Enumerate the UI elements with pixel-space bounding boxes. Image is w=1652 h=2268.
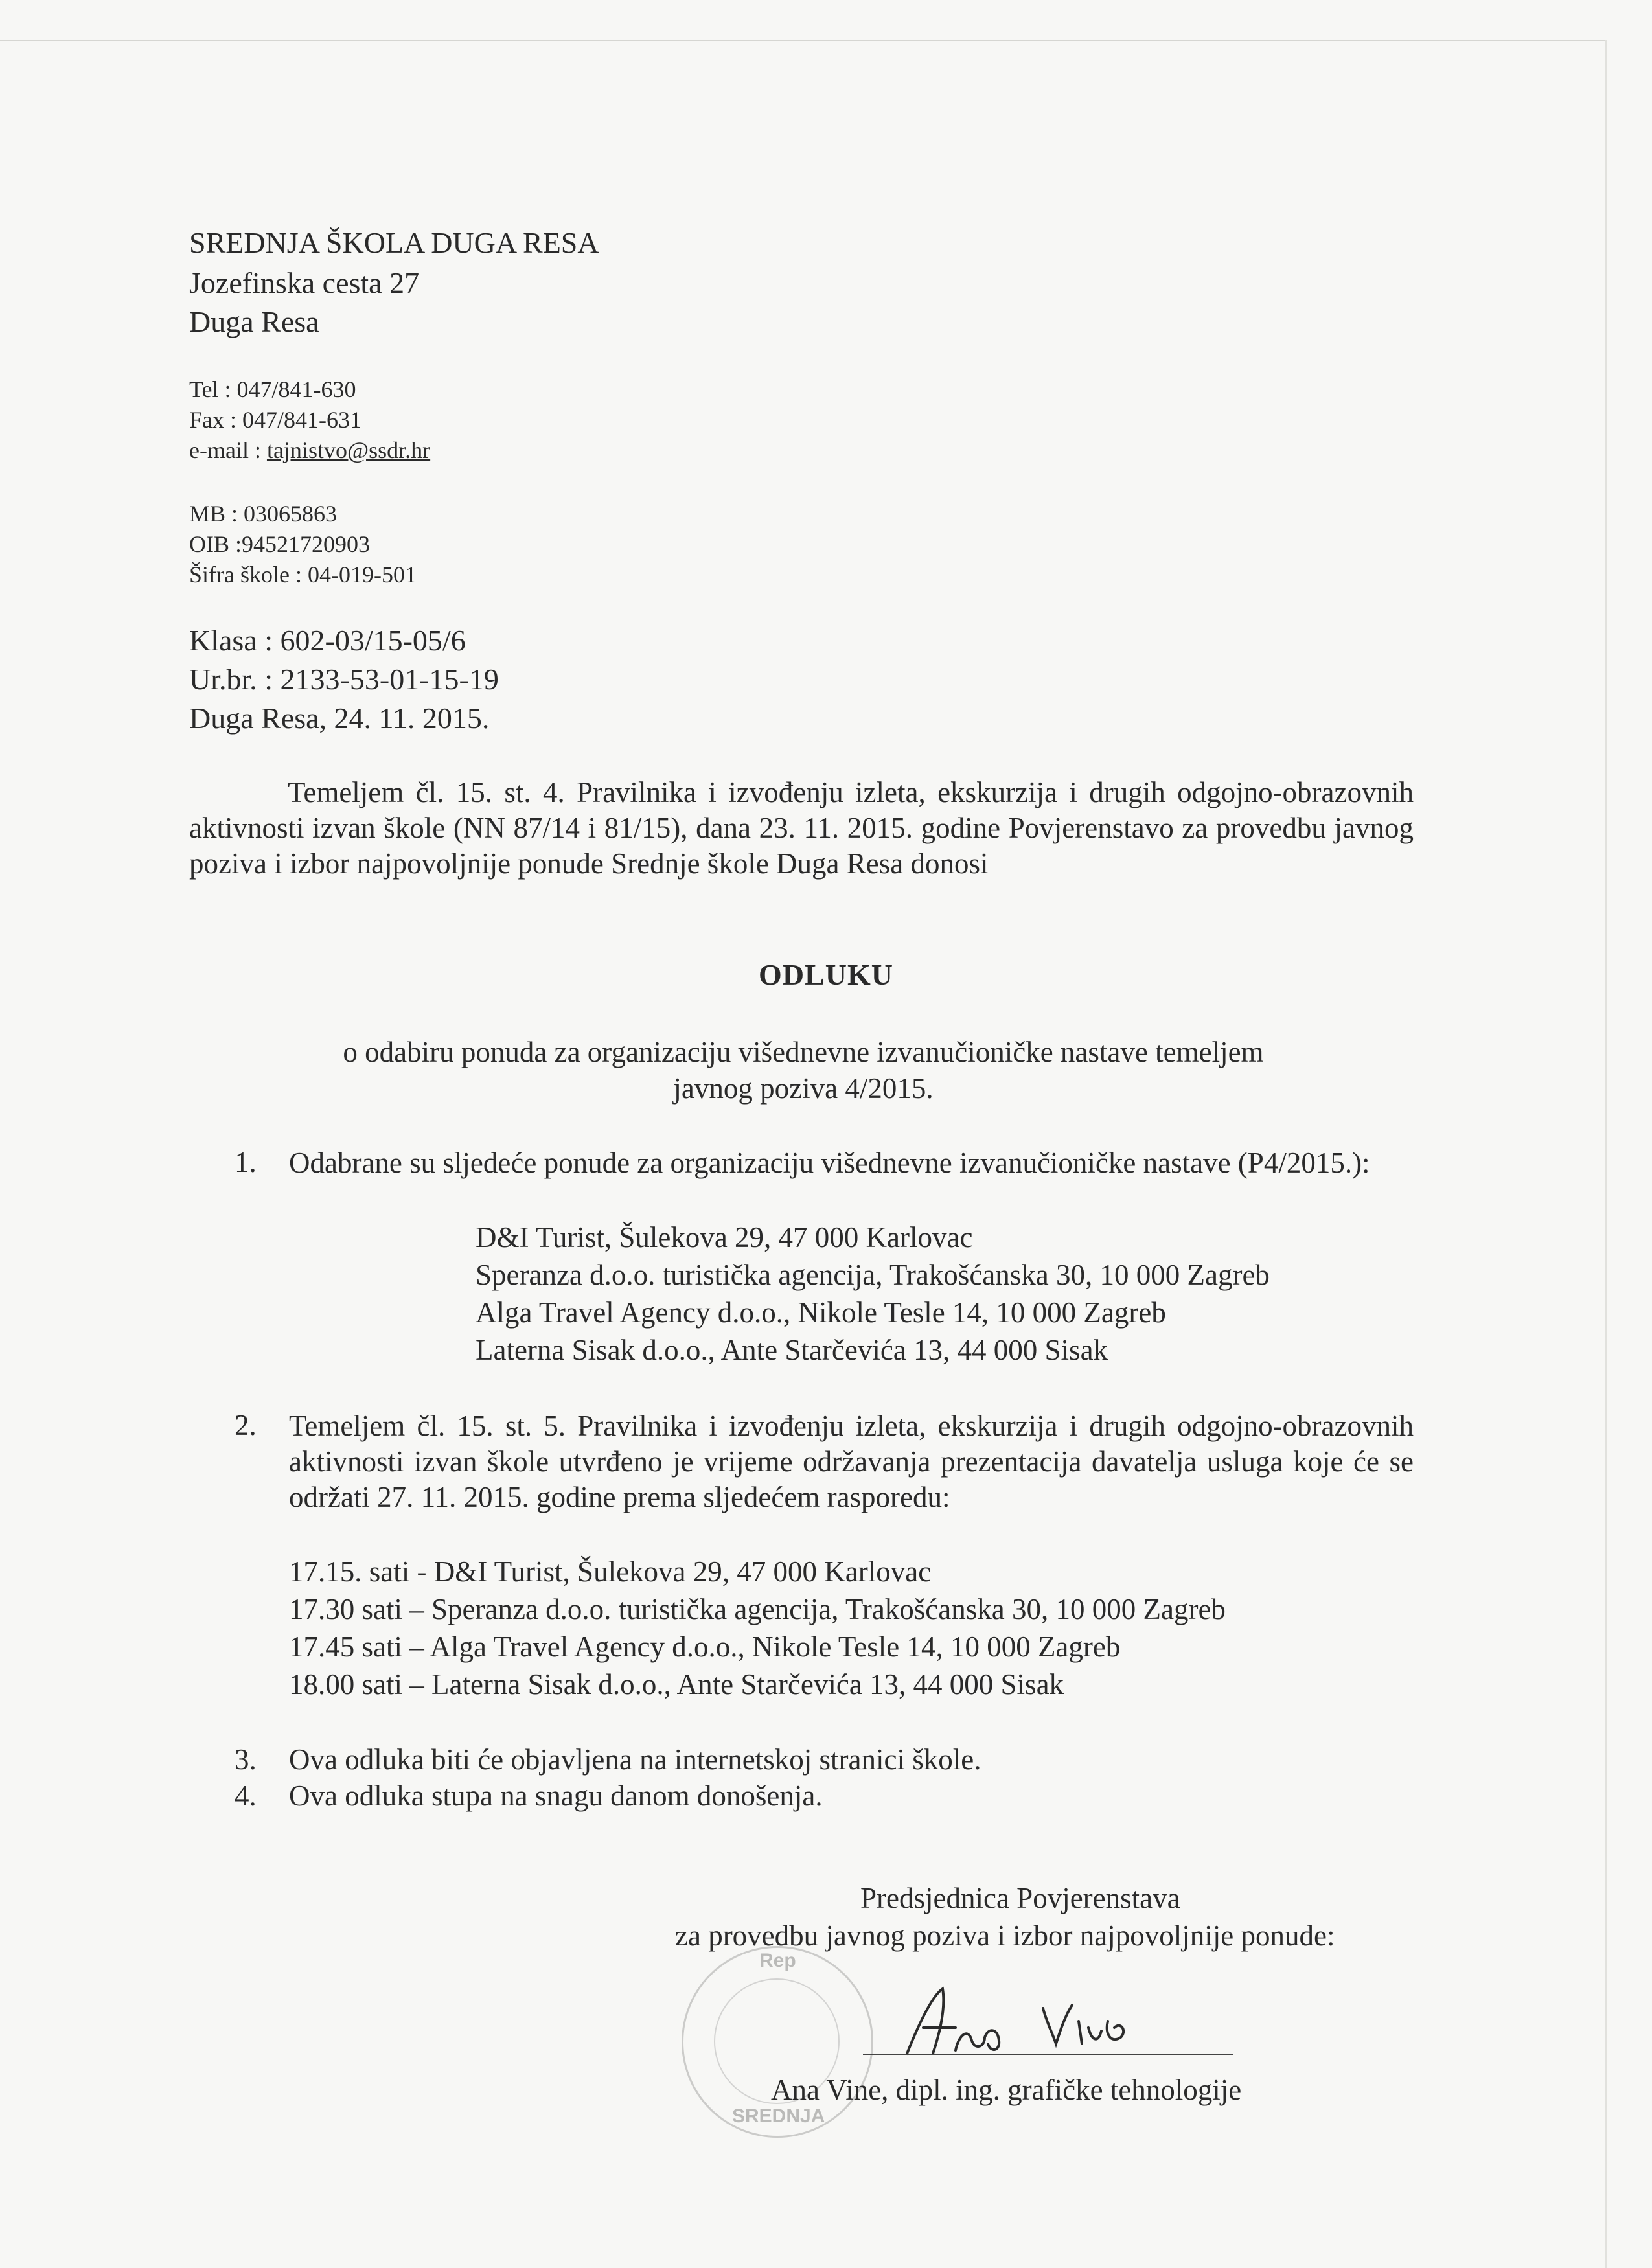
offer-item: Speranza d.o.o. turistička agencija, Trakošćanska 30, 10 000 Zagreb <box>476 1259 1270 1291</box>
item-number: 1. <box>235 1146 257 1178</box>
item-text: Ova odluka stupa na snagu danom donošenja. <box>289 1780 823 1812</box>
schedule-item: 17.45 sati – Alga Travel Agency d.o.o., Nikole Tesle 14, 10 000 Zagreb <box>289 1631 1121 1663</box>
sifra-line: Šifra škole : 04-019-501 <box>189 562 417 588</box>
school-city: Duga Resa <box>189 305 319 338</box>
place-date-line: Duga Resa, 24. 11. 2015. <box>189 702 490 735</box>
klasa-line: Klasa : 602-03/15-05/6 <box>189 624 466 657</box>
mb-line: MB : 03065863 <box>189 501 338 527</box>
scan-edge-top <box>0 40 1607 41</box>
item-number: 3. <box>235 1743 257 1776</box>
offer-item: Laterna Sisak d.o.o., Ante Starčevića 13, 44 000 Sisak <box>476 1334 1108 1366</box>
schedule-item: 17.15. sati - D&I Turist, Šulekova 29, 47 000 Karlovac <box>289 1555 932 1588</box>
email-link[interactable]: tajnistvo@ssdr.hr <box>266 437 431 463</box>
school-street: Jozefinska cesta 27 <box>189 266 420 299</box>
oib-line: OIB :94521720903 <box>189 531 370 557</box>
item-number: 2. <box>235 1409 257 1441</box>
school-name: SREDNJA ŠKOLA DUGA RESA <box>189 226 599 259</box>
item-text: Odabrane su sljedeće ponude za organizaciju višednevne izvanučioničke nastave (P4/2015.): <box>289 1147 1370 1179</box>
subtitle-line-1: o odabiru ponuda za organizaciju višednevne izvanučioničke nastave temeljem <box>343 1036 1264 1068</box>
item-text: Temeljem čl. 15. st. 5. Pravilnika i izvođenju izleta, ekskurzija i drugih odgojno-obrazovnih aktivnosti izvan škole utvrđeno je vrijeme održavanja prezentacija davatelja usluga koje će se održati 27. 11. 2015. godine prema sljedećem rasporedu: <box>289 1410 1414 1513</box>
stamp-text-bottom: SREDNJA <box>732 2105 825 2127</box>
email-label: e-mail : <box>189 437 267 463</box>
tel-line: Tel : 047/841-630 <box>189 376 356 402</box>
stamp-text-top: Rep <box>759 1950 796 1971</box>
urbr-line: Ur.br. : 2133-53-01-15-19 <box>189 663 499 696</box>
email-line <box>189 437 430 464</box>
scan-edge-right <box>1605 40 1607 2268</box>
offer-item: Alga Travel Agency d.o.o., Nikole Tesle 14, 10 000 Zagreb <box>476 1296 1166 1329</box>
schedule-item: 17.30 sati – Speranza d.o.o. turistička agencija, Trakošćanska 30, 10 000 Zagreb <box>289 1593 1226 1625</box>
item-number: 4. <box>235 1780 257 1812</box>
signature-line <box>863 2054 1233 2055</box>
item-text: Ova odluka biti će objavljena na internetskoj stranici škole. <box>289 1743 981 1776</box>
fax-line: Fax : 047/841-631 <box>189 407 361 433</box>
schedule-item: 18.00 sati – Laterna Sisak d.o.o., Ante Starčevića 13, 44 000 Sisak <box>289 1668 1064 1701</box>
signature-role-line-1: Predsjednica Povjerenstava <box>860 1882 1180 1914</box>
subtitle-line-2: javnog poziva 4/2015. <box>673 1072 934 1105</box>
signatory-name: Ana Vine, dipl. ing. grafičke tehnologije <box>771 2074 1242 2106</box>
signature-role-line-2: za provedbu javnog poziva i izbor najpovoljnije ponude: <box>675 1919 1335 1952</box>
offer-item: D&I Turist, Šulekova 29, 47 000 Karlovac <box>476 1221 973 1254</box>
intro-paragraph: Temeljem čl. 15. st. 4. Pravilnika i izvođenju izleta, ekskurzija i drugih odgojno-obrazovnih aktivnosti izvan škole (NN 87/14 i 81/15), dana 23. 11. 2015. godine Povjerenstavo za provedbu javnog poziva i izbor najpovoljnije ponude Srednje škole Duga Resa donosi <box>189 776 1414 880</box>
document-title: ODLUKU <box>759 958 893 991</box>
